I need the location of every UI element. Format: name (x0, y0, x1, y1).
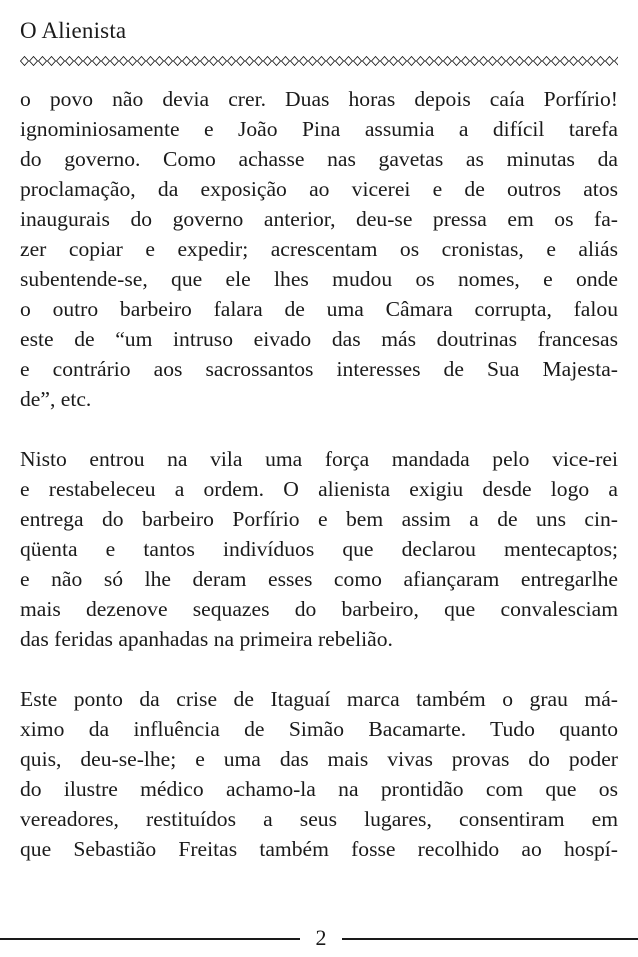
footer-rule-right (342, 938, 638, 940)
page-number: 2 (315, 925, 327, 950)
paragraph (20, 84, 618, 414)
paragraph (20, 684, 618, 864)
running-title: O Alienista (20, 18, 127, 43)
text-line: de”, etc. (20, 387, 92, 411)
paragraph (20, 444, 618, 654)
text-line: e restabeleceu a ordem. O alienista exigiu desde logo a (20, 477, 618, 501)
text-line: Nisto entrou na vila uma força mandada pelo vice-rei (20, 447, 618, 471)
paragraph-gap (20, 654, 618, 684)
text-line: que Sebastião Freitas também fosse recolhido ao hospí- (20, 837, 618, 861)
paragraph-gap (20, 414, 618, 444)
text-line: subentende-se, que ele lhes mudou os nomes, e onde (20, 267, 618, 291)
footer-rule-left (0, 938, 300, 940)
text-line: zer copiar e expedir; acrescentam os cronistas, e aliás (20, 237, 618, 261)
body-text (20, 84, 618, 864)
text-line: o outro barbeiro falara de uma Câmara corrupta, falou (20, 297, 618, 321)
text-line: entrega do barbeiro Porfírio e bem assim a de uns cin- (20, 507, 618, 531)
text-line: e contrário aos sacrossantos interesses de Sua Majesta- (20, 357, 618, 381)
text-line: e não só lhe deram esses como afiançaram entregarlhe (20, 567, 618, 591)
text-line: proclamação, da exposição ao vicerei e de outros atos (20, 177, 618, 201)
text-line: Este ponto da crise de Itaguaí marca também o grau má- (20, 687, 618, 711)
text-line: mais dezenove sequazes do barbeiro, que convalesciam (20, 597, 618, 621)
text-line: este de “um intruso eivado das más doutrinas francesas (20, 327, 618, 351)
text-line: qüenta e tantos indivíduos que declarou mentecaptos; (20, 537, 618, 561)
text-line: quis, deu-se-lhe; e uma das mais vivas provas do poder (20, 747, 618, 771)
text-line: do ilustre médico achamo-la na prontidão com que os (20, 777, 618, 801)
text-line: das feridas apanhadas na primeira rebelião. (20, 627, 393, 651)
text-line: inaugurais do governo anterior, deu-se pressa em os fa- (20, 207, 618, 231)
text-line: do governo. Como achasse nas gavetas as minutas da (20, 147, 618, 171)
text-line: vereadores, restituídos a seus lugares, consentiram em (20, 807, 618, 831)
text-line: ximo da influência de Simão Bacamarte. Tudo quanto (20, 717, 618, 741)
ornamental-divider (20, 55, 618, 67)
text-line: ignominiosamente e João Pina assumia a difícil tarefa (20, 117, 618, 141)
text-line: o povo não devia crer. Duas horas depois caía Porfírio! (20, 87, 618, 111)
